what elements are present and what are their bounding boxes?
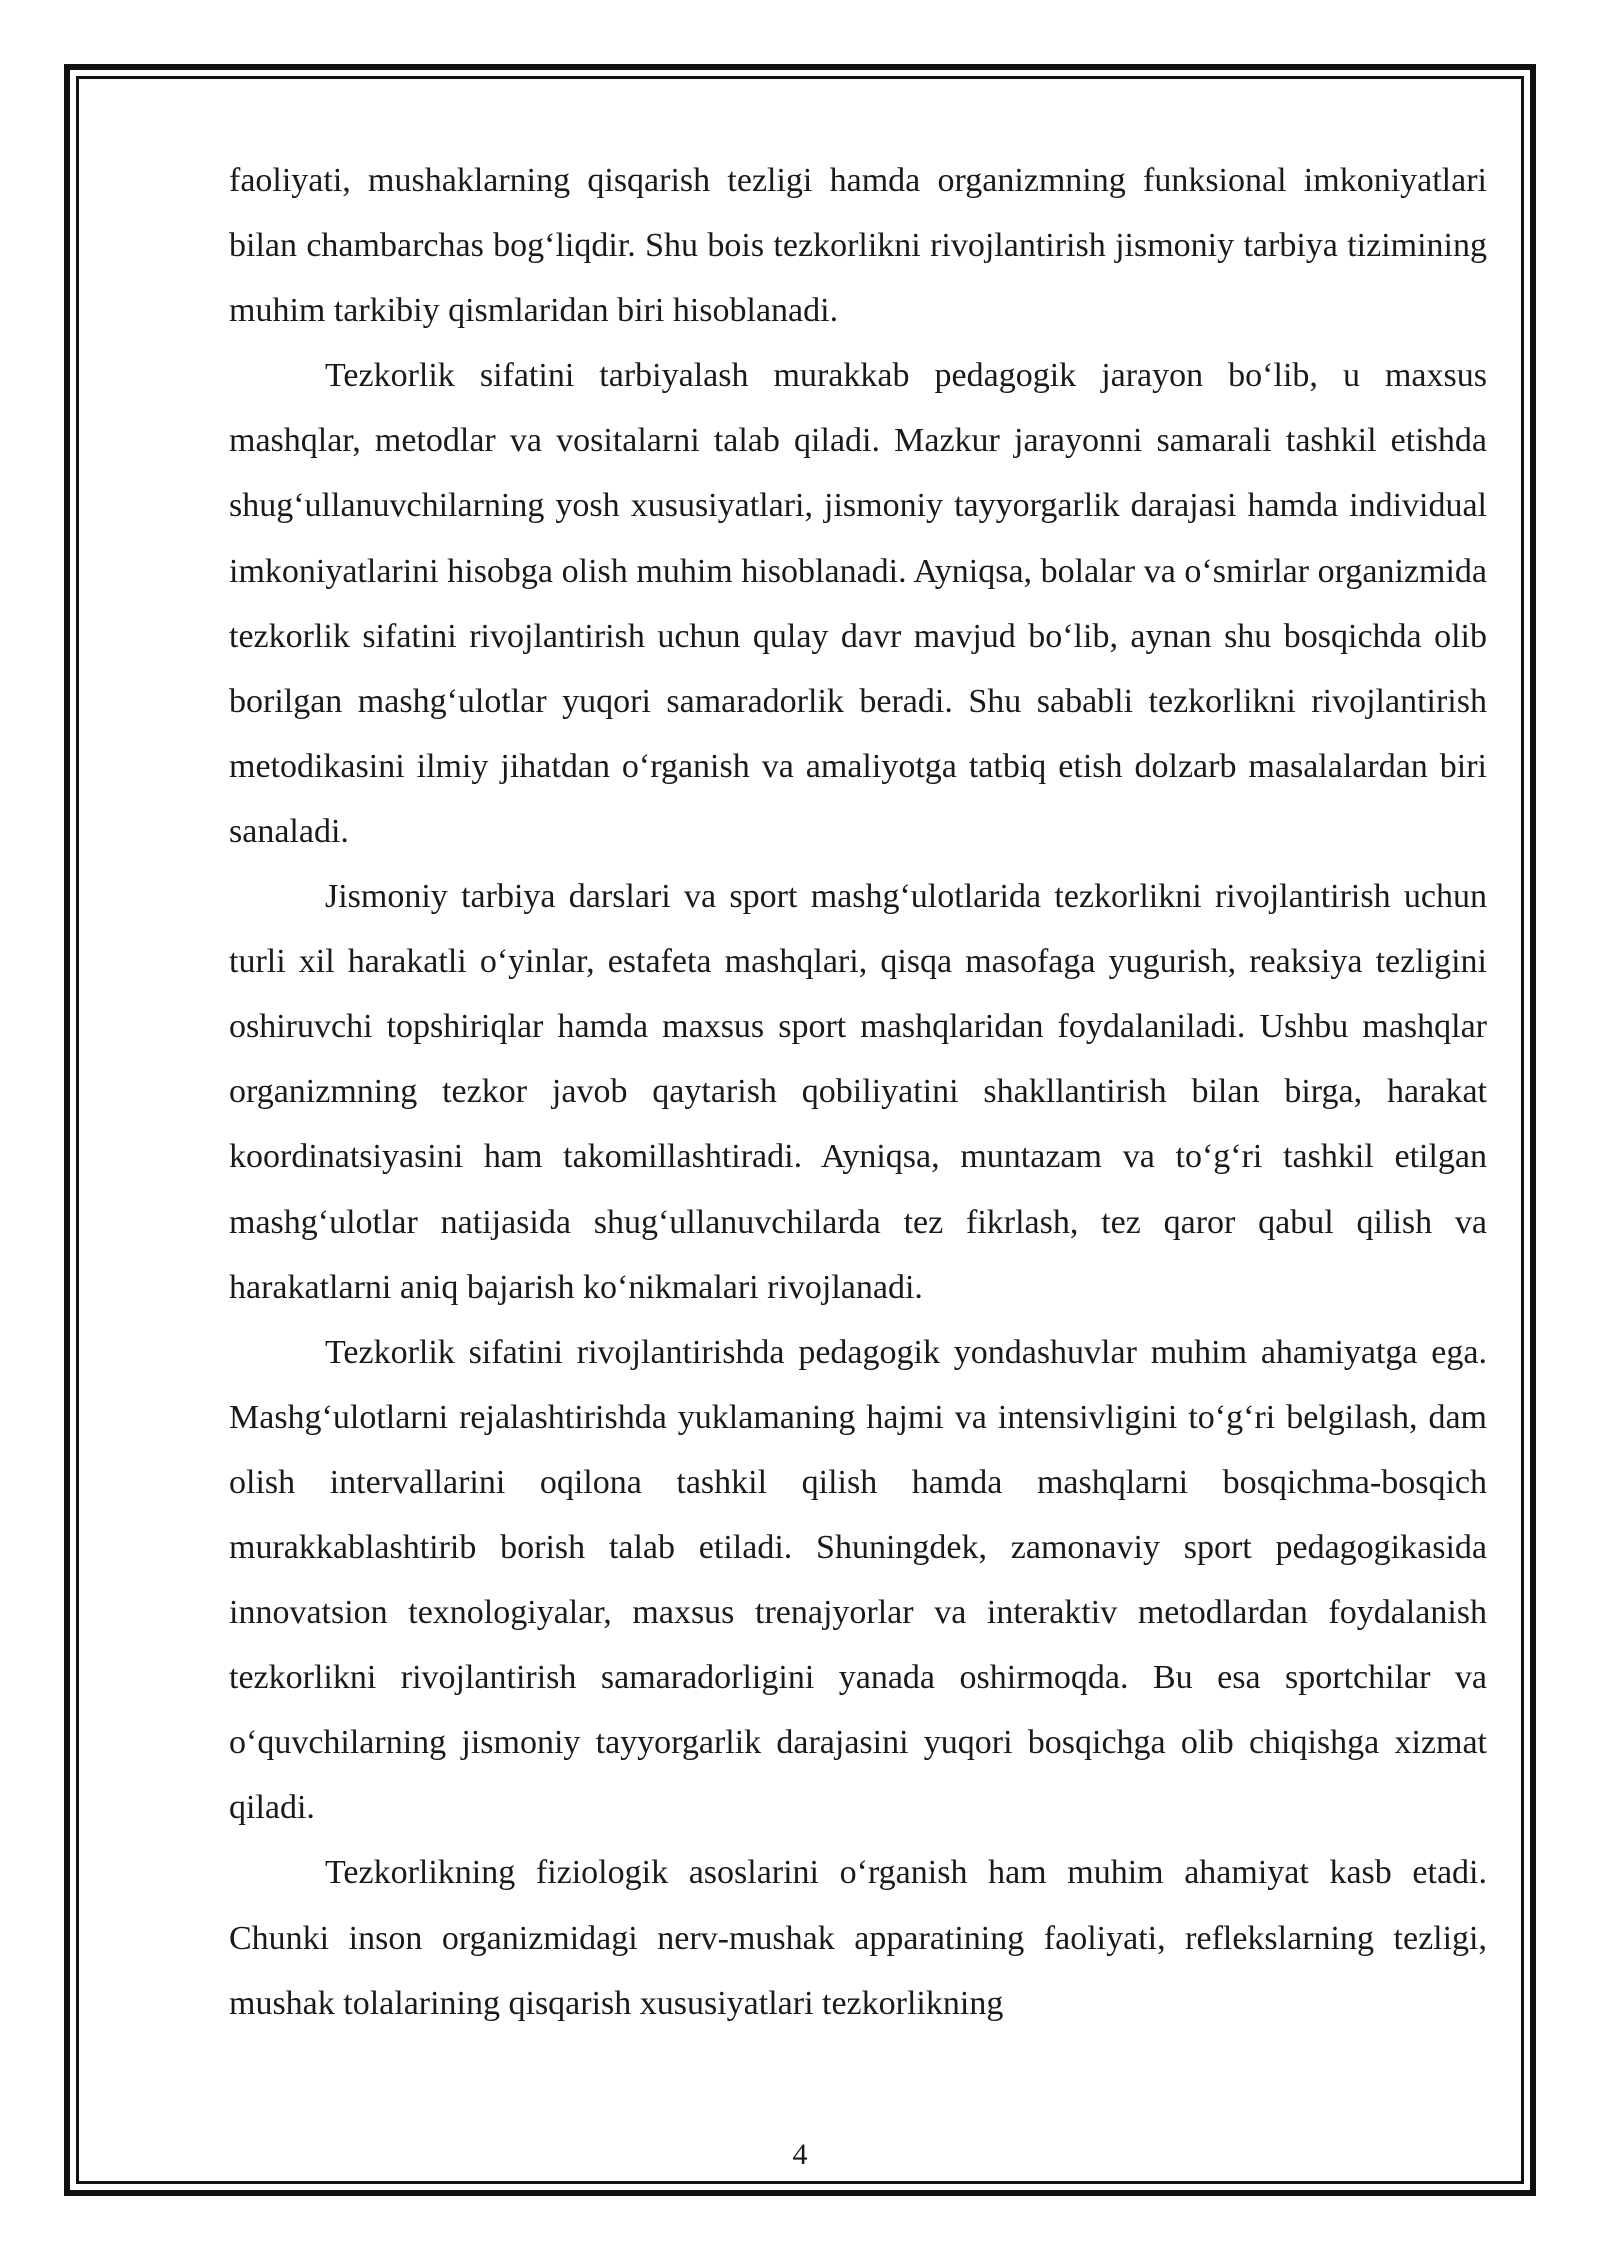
page-number: 4: [792, 2138, 808, 2171]
paragraph-jismoniy-tarbiya: Jismoniy tarbiya darslari va sport mashg‘ulotlarida tezkorlikni rivojlantirish uchun turli xil harakatli o‘yinlar, estafeta mashqlari, qisqa masofaga yugurish, reaksiya tezligini oshiruvchi topshiriqlar hamda maxsus sport mashqlaridan foydalaniladi. Ushbu mashqlar organizmning tezkor javob qaytarish qobiliyatini shakllantirish bilan birga, harakat koordinatsiyasini ham takomillashtiradi. Ayniqsa, muntazam va to‘g‘ri tashkil etilgan mashg‘ulotlar natijasida shug‘ullanuvchilarda tez fikrlash, tez qaror qabul qilish va harakatlarni aniq bajarish ko‘nikmalari rivojlanadi.: [229, 878, 1487, 1306]
paragraph-tezkorlik-tarbiyalash: Tezkorlik sifatini tarbiyalash murakkab pedagogik jarayon bo‘lib, u maxsus mashqlar, metodlar va vositalarni talab qiladi. Mazkur jarayonni samarali tashkil etishda shug‘ullanuvchilarning yosh xususiyatlari, jismoniy tayyorgarlik darajasi hamda individual imkoniyatlarini hisobga olish muhim hisoblanadi. Ayniqsa, bolalar va o‘smirlar organizmida tezkorlik sifatini rivojlantirish uchun qulay davr mavjud bo‘lib, aynan shu bosqichda olib borilgan mashg‘ulotlar yuqori samaradorlik beradi. Shu sababli tezkorlikni rivojlantirish metodikasini ilmiy jihatdan o‘rganish va amaliyotga tatbiq etish dolzarb masalalardan biri sanaladi.: [229, 357, 1487, 850]
document-body: [229, 148, 1487, 2036]
paragraph-fiziologik-asoslar: Tezkorlikning fiziologik asoslarini o‘rganish ham muhim ahamiyat kasb etadi. Chunki inson organizmidagi nerv-mushak apparatining faoliyati, reflekslarning tezligi, mushak tolalarining qisqarish xususiyatlari tezkorlikning: [229, 1854, 1487, 2022]
paragraph-pedagogik-yondashuvlar: Tezkorlik sifatini rivojlantirishda pedagogik yondashuvlar muhim ahamiyatga ega. Mashg‘ulotlarni rejalashtirishda yuklamaning hajmi va intensivligini to‘g‘ri belgilash, dam olish intervallarini oqilona tashkil qilish hamda mashqlarni bosqichma-bosqich murakkablashtirib borish talab etiladi. Shuningdek, zamonaviy sport pedagogikasida innovatsion texnologiyalar, maxsus trenajyorlar va interaktiv metodlardan foydalanish tezkorlikni rivojlantirish samaradorligini yanada oshirmoqda. Bu esa sportchilar va o‘quvchilarning jismoniy tayyorgarlik darajasini yuqori bosqichga olib chiqishga xizmat qiladi.: [229, 1333, 1487, 1827]
paragraph-continuation: faoliyati, mushaklarning qisqarish tezligi hamda organizmning funksional imkoniyatlari bilan chambarchas bog‘liqdir. Shu bois tezkorlikni rivojlantirish jismoniy tarbiya tizimining muhim tarkibiy qismlaridan biri hisoblanadi.: [229, 162, 1487, 330]
